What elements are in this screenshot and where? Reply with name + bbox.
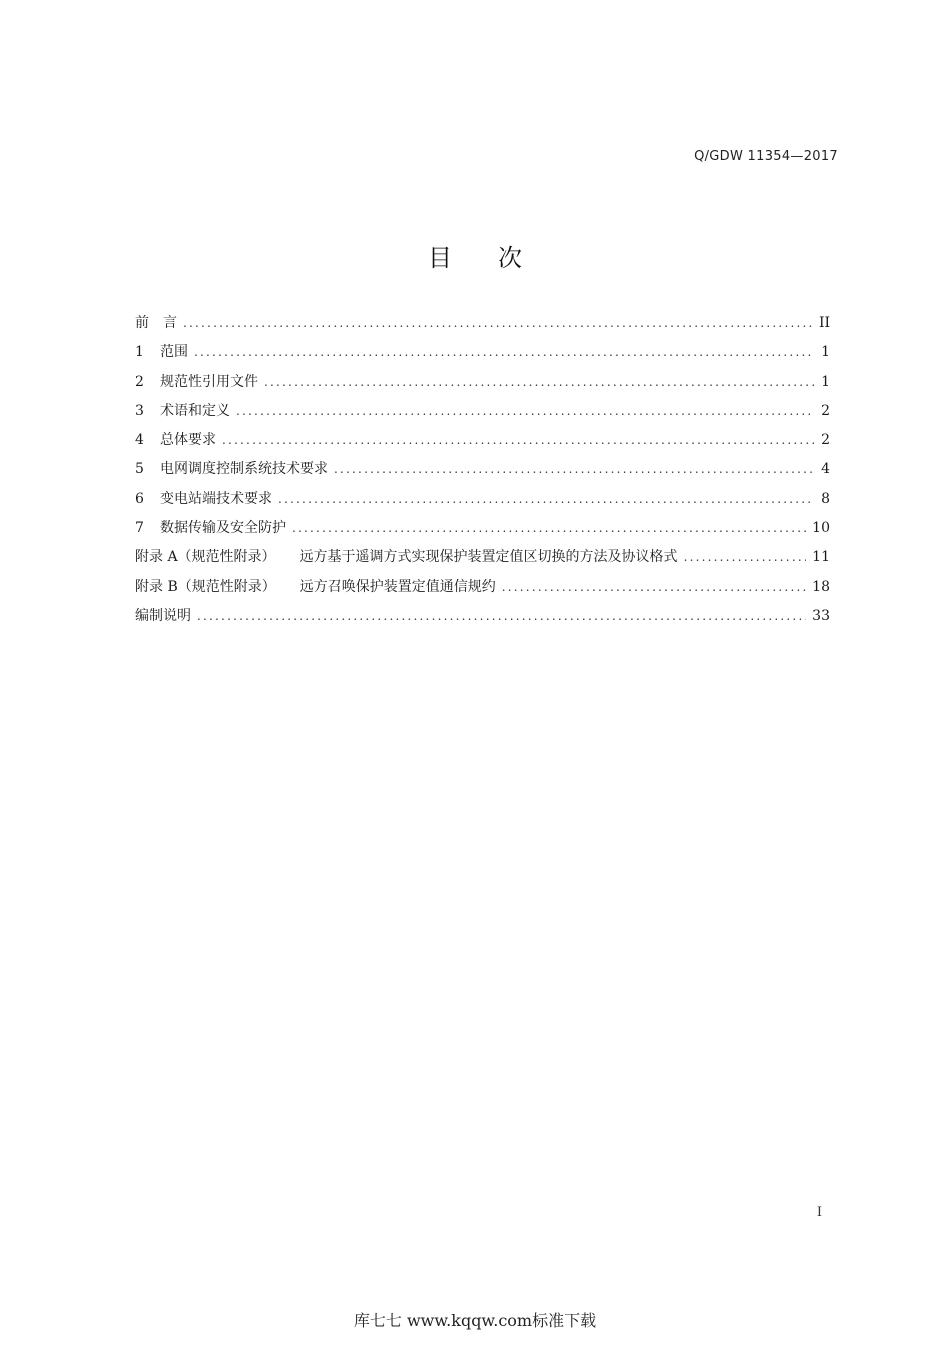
toc-label: 总体要求 <box>160 432 216 449</box>
toc-leader <box>197 602 806 631</box>
toc-entry-explanation[interactable] <box>135 602 830 631</box>
toc-leader <box>194 338 814 367</box>
toc-page: 1 <box>821 344 830 361</box>
toc-leader <box>502 573 806 602</box>
toc-entry-appendix-b[interactable] <box>135 573 830 602</box>
toc-entry-1[interactable] <box>135 338 830 367</box>
toc-appendix-prefix: 附录 A（规范性附录） <box>135 549 276 566</box>
toc-page: 18 <box>812 578 830 595</box>
toc-entry-4[interactable] <box>135 426 830 455</box>
toc-page: 1 <box>821 373 830 390</box>
toc-page: 11 <box>812 549 830 566</box>
page-title: 目次 <box>428 244 568 272</box>
toc-number: 3 <box>135 402 144 419</box>
toc-leader <box>264 368 814 397</box>
document-code: Q/GDW 11354—2017 <box>694 149 838 164</box>
toc-leader <box>684 543 807 572</box>
toc-label: 远方基于遥调方式实现保护装置定值区切换的方法及协议格式 <box>299 549 678 566</box>
toc-label: 术语和定义 <box>160 402 230 419</box>
toc-page: 33 <box>812 607 830 624</box>
toc-label: 数据传输及安全防护 <box>160 520 286 537</box>
toc-page: II <box>818 315 830 331</box>
toc-entry-2[interactable] <box>135 368 830 397</box>
toc-appendix-prefix: 附录 B（规范性附录） <box>135 578 276 595</box>
toc-entry-6[interactable] <box>135 485 830 514</box>
toc-label: 电网调度控制系统技术要求 <box>160 461 328 478</box>
toc-number: 6 <box>135 490 144 507</box>
toc-page: 2 <box>821 402 830 419</box>
toc-label: 前 言 <box>135 315 177 331</box>
toc-label: 编制说明 <box>135 607 191 624</box>
toc-label: 范围 <box>160 344 188 361</box>
toc-number: 5 <box>135 461 144 478</box>
toc-leader <box>334 455 814 484</box>
toc-leader <box>236 397 814 426</box>
toc-label: 规范性引用文件 <box>160 373 258 390</box>
toc-page: 10 <box>812 520 830 537</box>
toc-entry-7[interactable] <box>135 514 830 543</box>
page-number: I <box>816 1205 822 1220</box>
toc-label: 变电站端技术要求 <box>160 490 272 507</box>
toc-leader <box>292 514 806 543</box>
toc-page: 2 <box>821 432 830 449</box>
toc-entry-5[interactable] <box>135 455 830 484</box>
toc-leader <box>278 485 814 514</box>
toc-page: 8 <box>821 490 830 507</box>
toc-entry-foreword[interactable] <box>135 309 830 338</box>
footer-watermark: 库七七 www.kqqw.com标准下载 <box>353 1311 597 1330</box>
toc-page: 4 <box>821 461 830 478</box>
toc-entry-3[interactable] <box>135 397 830 426</box>
toc-entry-appendix-a[interactable] <box>135 543 830 572</box>
toc-number: 4 <box>135 432 144 449</box>
table-of-contents <box>135 309 830 631</box>
toc-number: 1 <box>135 344 144 361</box>
toc-label: 远方召唤保护装置定值通信规约 <box>299 578 496 595</box>
toc-number: 7 <box>135 520 144 537</box>
toc-leader <box>222 426 814 455</box>
toc-number: 2 <box>135 373 144 390</box>
toc-leader <box>183 309 813 338</box>
